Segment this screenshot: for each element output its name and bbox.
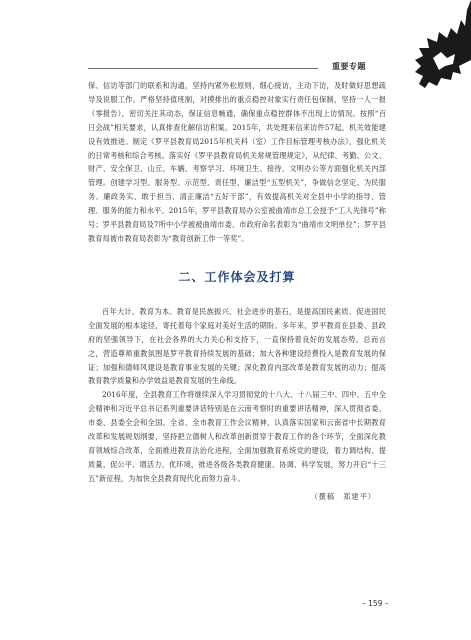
corner-decoration (411, 0, 471, 95)
section-title: 二、工作体会及打算 (178, 269, 296, 284)
section-label: 重要专题 (332, 62, 366, 71)
paragraph-continued: 保、信访等部门的联系和沟通，坚持内紧外松原则，细心接访，主动下访，及时做好思想疏导及说服工作。严格坚持值班制，对摸排出的重点稳控对象实行责任包保制，坚持一人一报（零报告），密切关注其动态，保证信息畅通，确保重点稳控群体不出现上访情况。按照“百日会战”相关要求，认真排查化解信访积案。2015年，共处理来信来访件57起，机关效能建设有效推进。制定《罗平县教育局2015年机关科（室）工作目标管理考核办法》，强化机关的日常考核和综合考核。落实好《罗平县教育局机关常规管理规定》，从纪律、考勤、公文、财产、安全保卫、山丘、车辆、考察学习、环境卫生、接待、文明办公等方面强化机关内部管理。创建学习型、服务型、示范型、责任型、廉洁型“五型机关”，争做信念坚定、为民服务、廉政务实、敢于担当、清正廉洁“五好干部”，有效提高机关对全县中小学的指导、管理、服务的能力和水平。2015年，罗平县教育局办公室被曲靖市总工会授予“工人先锋号”称号；罗平县教育局及7所中小学被被曲靖市委、市政府命名表彰为“曲靖市文明单位”；罗平县教育局被市教育局表彰为“教育创新工作一等奖”。 (88, 81, 386, 243)
article-body (88, 79, 386, 502)
paragraph: 百年大计，教育为本。教育是民族振兴、社会进步的基石，是提高国民素质、促进国民全面发展的根本途径，寄托着每个家庭对美好生活的期盼。多年来，罗平教育在县委、县政府的坚强领导下，在社会各界的大力关心和支持下，一直保持着良好的发展态势。总而言之，营造尊师重教氛围是罗平教育持续发展的基础；加大各种建设经费投入是教育发展的保证；加强和德师风建设是教育事业发展的关键；深化教育内部改革是教育发展的动力；提高教育教学质量和办学效益是教育发展的生命线。 (88, 306, 386, 386)
paragraph: 2016年度，全县教育工作将继续深入学习贯彻党的十八大、十八届三中、四中、五中全会精神和习近平总书记系列重要讲话特别是在云南考察时的重要讲话精神，深入贯彻省委、市委、县委全会和全国、全省、全市教育工作会议精神，认真落实国家和云南省中长期教育改革和发展规划纲要，坚持把立德树人和改革创新贯穿于教育工作的各个环节，全面深化教育领域综合改革，全面推进教育法治化进程，全面加强教育系统党的建设，着力调结构、提质量、促公平、增活力、优环境，推进各级各类教育健康、协调、科学发展，努力开启“十三五”新征程，为加快全县教育现代化而努力奋斗。 (88, 390, 386, 483)
page-number: – 159 – (362, 599, 389, 608)
header-rule (88, 68, 318, 69)
map-silhouette (415, 0, 471, 88)
author-signature: （撰稿 郑建平） (310, 491, 376, 501)
